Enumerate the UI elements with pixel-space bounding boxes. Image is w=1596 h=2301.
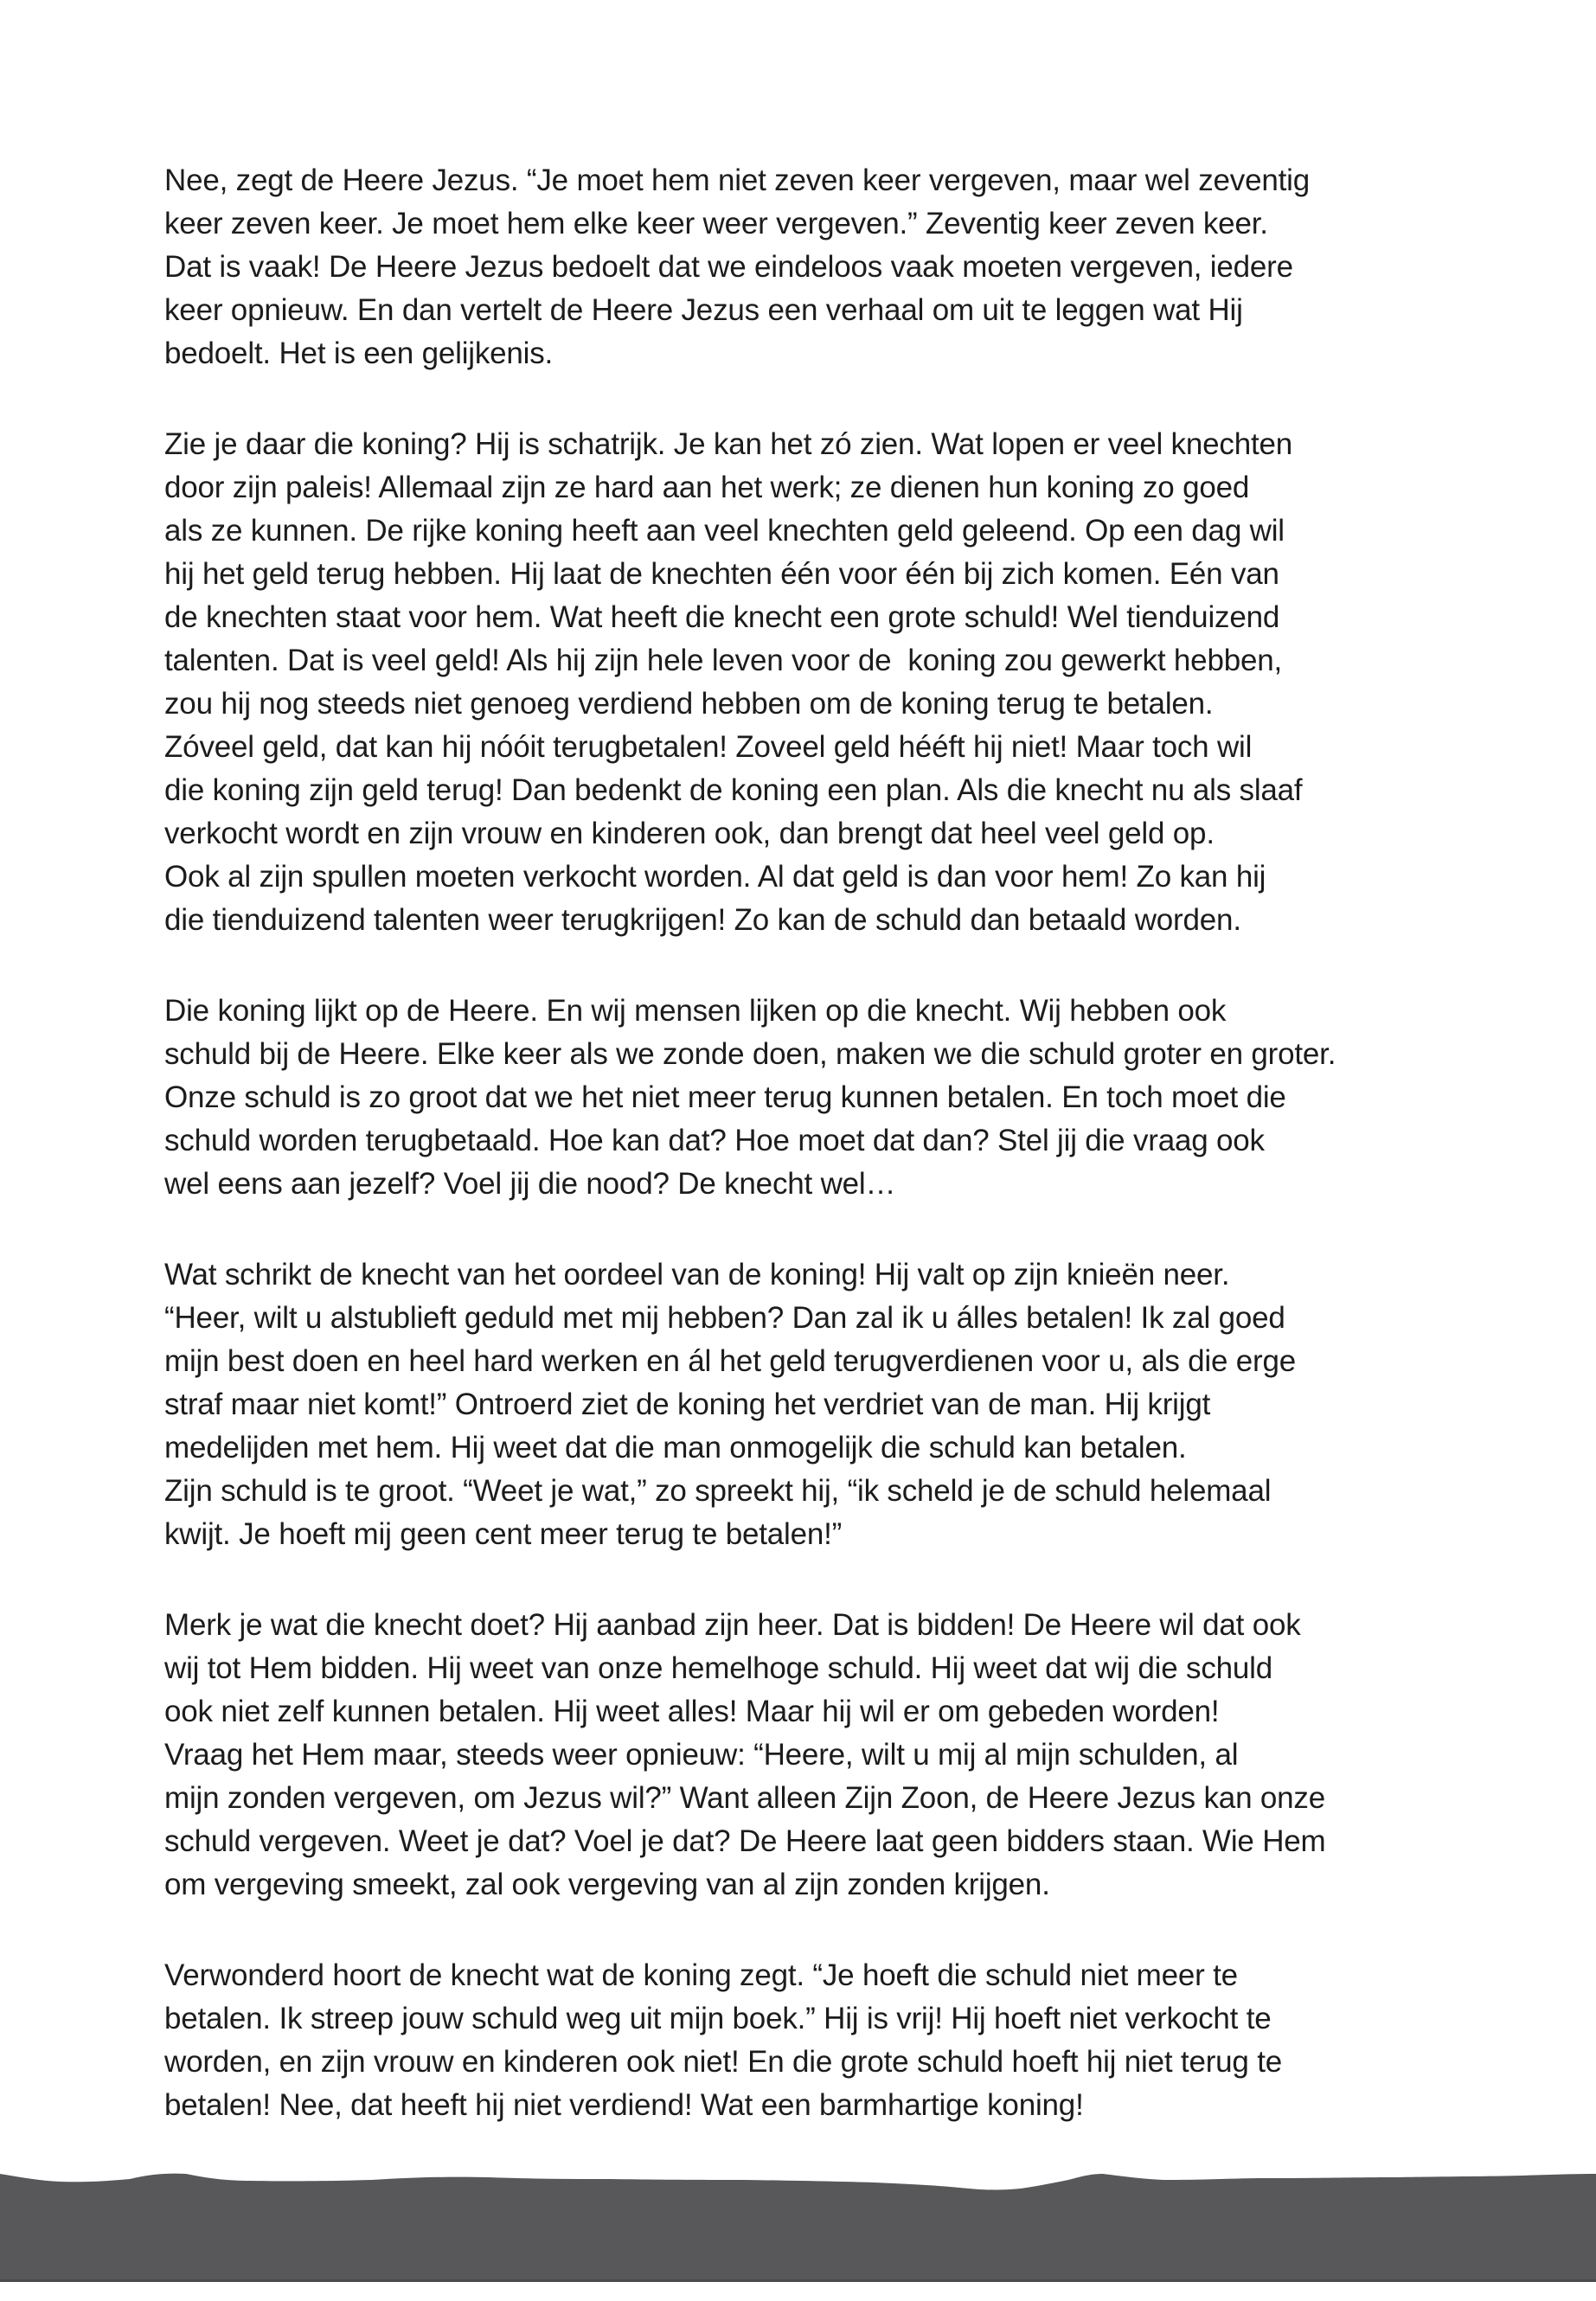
paragraph: Wat schrikt de knecht van het oordeel van de koning! Hij valt op zijn knieën neer. “Heer, wilt u alstublieft geduld met mij hebben? Dan zal ik u álles betalen! Ik zal goed mijn best doen en heel hard werken en ál het geld terugverdienen voor u, als die erge straf maar niet komt!” Ontroerd ziet de koning het verdriet van de man. Hij krijgt medelijden met hem. Hij weet dat die man onmogelijk die schuld kan betalen. Zijn schuld is te groot. “Weet je wat,” zo spreekt hij, “ik scheld je de schuld helemaal kwijt. Je hoeft mij geen cent meer terug te betalen!” [164, 1258, 1297, 1551]
story-text [164, 0, 1514, 2175]
footer-wave-graphic [0, 2163, 1596, 2301]
paragraph: Die koning lijkt op de Heere. En wij mensen lijken op die knecht. Wij hebben ook schuld bij de Heere. Elke keer als we zonde doen, maken we die schuld groter en groter. Onze schuld is zo groot dat we het niet meer terug kunnen betalen. En toch moet die schuld worden terugbetaald. Hoe kan dat? Hoe moet dat dan? Stel jij die vraag ook wel eens aan jezelf? Voel jij die nood? De knecht wel… [164, 994, 1336, 1201]
footer-band-bottom-edge [0, 2279, 1596, 2282]
paragraph: Zie je daar die koning? Hij is schatrijk. Je kan het zó zien. Wat lopen er veel knechten door zijn paleis! Allemaal zijn ze hard aan het werk; ze dienen hun koning zo goed als ze kunnen. De rijke koning heeft aan veel knechten geld geleend. Op een dag wil hij het geld terug hebben. Hij laat de knechten één voor één bij zich komen. Eén van de knechten staat voor hem. Wat heeft die knecht een grote schuld! Wel tienduizend talenten. Dat is veel geld! Als hij zijn hele leven voor de koning zou gewerkt hebben, zou hij nog steeds niet genoeg verdiend hebben om de koning terug te betalen. Zóveel geld, dat kan hij nóóit terugbetalen! Zoveel geld hééft hij niet! Maar toch wil die koning zijn geld terug! Dan bedenkt de koning een plan. Als die knecht nu als slaaf verkocht wordt en zijn vrouw en kinderen ook, dan brengt dat heel veel geld op. Ook al zijn spullen moeten verkocht worden. Al dat geld is dan voor hem! Zo kan hij die tienduizend talenten weer terugkrijgen! Zo kan de schuld dan betaald worden. [164, 427, 1303, 937]
paragraph: Verwonderd hoort de knecht wat de koning zegt. “Je hoeft die schuld niet meer te betalen. Ik streep jouw schuld weg uit mijn boek.” Hij is vrij! Hij hoeft niet verkocht te worden, en zijn vrouw en kinderen ook niet! En die grote schuld hoeft hij niet terug te betalen! Nee, dat heeft hij niet verdiend! Wat een barmhartige koning! [164, 1958, 1283, 2122]
paragraph: Nee, zegt de Heere Jezus. “Je moet hem niet zeven keer vergeven, maar wel zeventig keer zeven keer. Je moet hem elke keer weer vergeven.” Zeventig keer zeven keer. Dat is vaak! De Heere Jezus bedoelt dat we eindeloos vaak moeten vergeven, iedere keer opnieuw. En dan vertelt de Heere Jezus een verhaal om uit te leggen wat Hij bedoelt. Het is een gelijkenis. [164, 163, 1310, 370]
paragraph: Merk je wat die knecht doet? Hij aanbad zijn heer. Dat is bidden! De Heere wil dat ook wij tot Hem bidden. Hij weet van onze hemelhoge schuld. Hij weet dat wij die schuld ook niet zelf kunnen betalen. Hij weet alles! Maar hij wil er om gebeden worden! Vraag het Hem maar, steeds weer opnieuw: “Heere, wilt u mij al mijn schulden, al mijn zonden vergeven, om Jezus wil?” Want alleen Zijn Zoon, de Heere Jezus kan onze schuld vergeven. Weet je dat? Voel je dat? De Heere laat geen bidders staan. Wie Hem om vergeving smeekt, zal ook vergeving van al zijn zonden krijgen. [164, 1608, 1326, 1901]
footer-wave-shape [0, 2174, 1596, 2282]
footer-band [0, 2163, 1596, 2301]
